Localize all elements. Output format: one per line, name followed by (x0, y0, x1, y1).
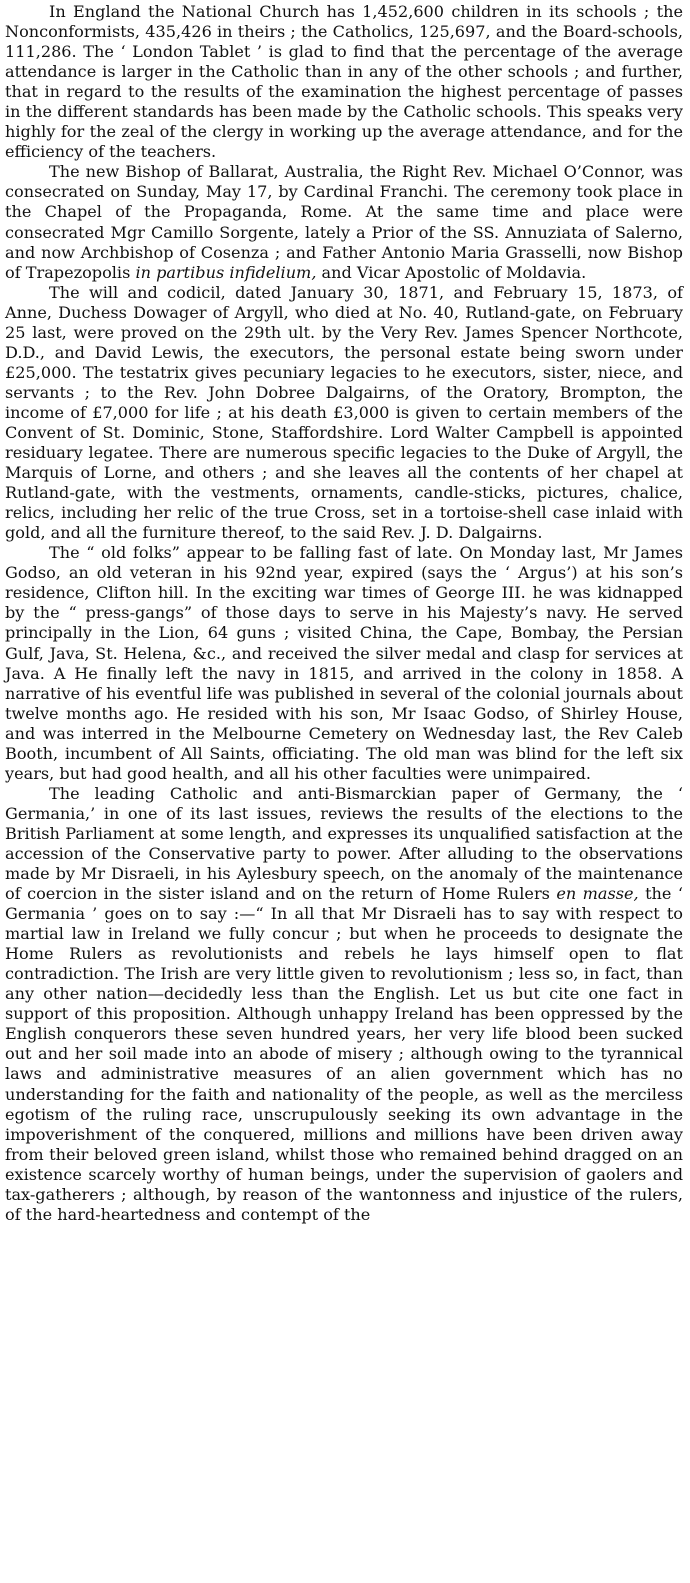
paragraph-text: The new Bishop of Ballarat, Australia, the Right Rev. Michael O’Connor, was consecrated on Sunday, May 17, by Cardinal Franchi. The ceremony took place in the Chapel of the Propaganda, Rome. At the same time and place were consecrated Mgr Camillo Sorgente, lately a Prior of the SS. Annuziata of Salerno, and now Archbishop of Cosenza ; and Father Antonio Maria Grasselli, now Bishop of Trapezopolis (5, 162, 683, 282)
paragraph-duchess-will (5, 283, 683, 544)
paragraph-text: The “ old folks” appear to be falling fast of late. On Monday last, Mr James Godso, an old veteran in his 92nd year, expired (says the ‘ Argus’) at his son’s residence, Clifton hill. In the exciting war times of George III. he was kidnapped by the “ press-gangs” of those days to serve in his Majesty’s navy. He served principally in the Lion, 64 guns ; visited China, the Cape, Bombay, the Persian Gulf, Java, St. Helena, &c., and received the silver medal and clasp for services at Java. A He finally left the navy in 1815, and arrived in the colony in 1858. A narrative of his eventful life was published in several of the colonial journals about twelve months ago. He resided with his son, Mr Isaac Godso, of Shirley House, and was interred in the Melbourne Cemetery on Wednesday last, the Rev Caleb Booth, incumbent of All Saints, officiating. The old man was blind for the left six years, but had good health, and all his other faculties were unimpaired. (5, 543, 683, 783)
paragraph-text: the ‘ Germania ’ goes on to say :—“ In all that Mr Disraeli has to say with respect to martial law in Ireland we fully concur ; but when he proceeds to designate the Home Rulers as revolutionists and rebels he lays himself open to flat contradiction. The Irish are very little given to revolutionism ; less so, in fact, than any other nation—decidedly less than the English. Let us but cite one fact in support of this proposition. Although unhappy Ireland has been oppressed by the English conquerors these seven hundred years, her very life blood been sucked out and her soil made into an abode of misery ; although owing to the tyrannical laws and administrative measures of an alien government which has no understanding for the faith and nationality of the people, as well as the merciless egotism of the ruling race, unscrupulously seeking its own advantage in the impoverishment of the conquered, millions and millions have been driven away from their beloved green island, whilst those who remained behind dragged on an existence scarcely worthy of human beings, under the supervision of gaolers and tax-gatherers ; although, by reason of the wantonness and injustice of the rulers, of the hard-heartedness and contempt of the (5, 884, 683, 1224)
paragraph-text: and Vicar Apostolic of Moldavia. (316, 262, 587, 282)
paragraph-italic-phrase: in partibus infidelium, (135, 262, 317, 282)
paragraph-old-folks (5, 543, 683, 784)
paragraph-bishop-ballarat (5, 162, 683, 282)
paragraph-germania (5, 784, 683, 1225)
paragraph-school-statistics (5, 2, 683, 162)
paragraph-text: The leading Catholic and anti-Bismarckian paper of Germany, the ‘ Germania,’ in one of its last issues, reviews the results of the elections to the British Parliament at some length, and expresses its unqualified satisfaction at the accession of the Conservative party to power. After alluding to the observations made by Mr Disraeli, in his Aylesbury speech, on the anomaly of the maintenance of coercion in the sister island and on the return of Home Rulers (5, 783, 683, 904)
paragraph-italic-phrase: en masse, (556, 884, 639, 904)
paragraph-text: In England the National Church has 1,452,600 children in its schools ; the Nonconformists, 435,426 in theirs ; the Catholics, 125,697, and the Board-schools, 111,286. The ‘ London Tablet ’ is glad to find that the percentage of the average attendance is larger in the Catholic than in any of the other schools ; and further, that in regard to the results of the examination the highest percentage of passes in the different standards has been made by the Catholic schools. This speaks very highly for the zeal of the clergy in working up the average attendance, and for the efficiency of the teachers. (5, 2, 683, 162)
paragraph-text: The will and codicil, dated January 30, 1871, and February 15, 1873, of Anne, Duchess Dowager of Argyll, who died at No. 40, Rutland-gate, on February 25 last, were proved on the 29th ult. by the Very Rev. James Spencer Northcote, D.D., and David Lewis, the executors, the personal estate being sworn under £25,000. The testatrix gives pecuniary legacies to he executors, sister, niece, and servants ; to the Rev. John Dobree Dalgairns, of the Oratory, Brompton, the income of £7,000 for life ; at his death £3,000 is given to certain members of the Convent of St. Dominic, Stone, Staffordshire. Lord Walter Campbell is appointed residuary legatee. There are numerous specific legacies to the Duke of Argyll, the Marquis of Lorne, and others ; and she leaves all the contents of her chapel at Rutland-gate, with the vestments, ornaments, candle-sticks, pictures, chalice, relics, including her relic of the true Cross, set in a tortoise-shell case inlaid with gold, and all the furniture thereof, to the said Rev. J. D. Dalgairns. (5, 282, 683, 543)
